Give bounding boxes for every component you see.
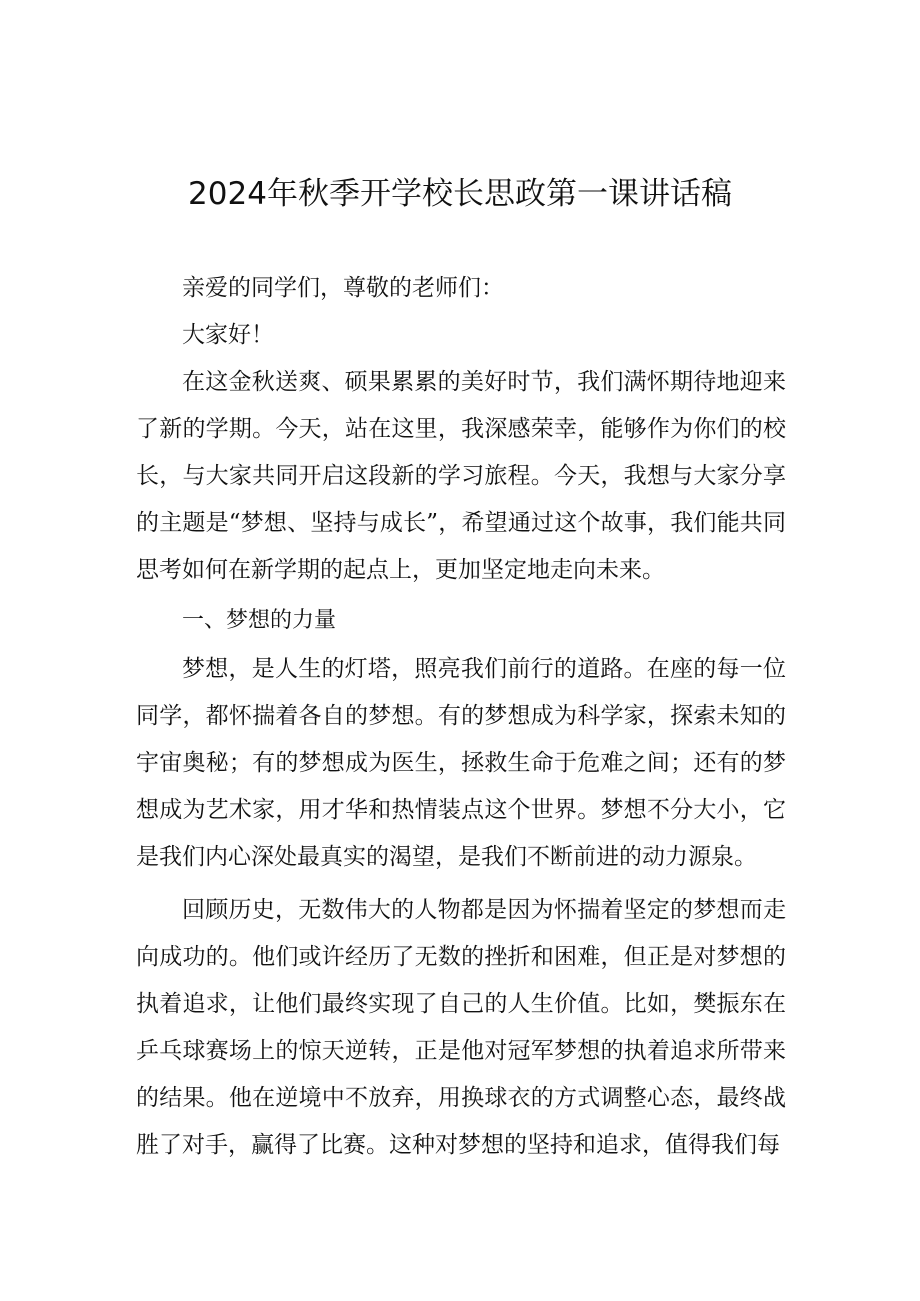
document-title: 2024年秋季开学校长思政第一课讲话稿 [188, 176, 732, 212]
paragraph-history-example: 回顾历史，无数伟大的人物都是因为怀揣着坚定的梦想而走向成功的。他们或许经历了无数的挫折和困难，但正是对梦想的执着追求，让他们最终实现了自己的人生价值。比如，樊振东在乒乓球赛场上的惊天逆转，正是他对冠军梦想的执着追求所带来的结果。他在逆境中不放弃，用换球衣的方式调整心态，最终战胜了对手，赢得了比赛。这种对梦想的坚持和追求，值得我们每 [136, 897, 786, 1158]
intro-paragraph: 在这金秋送爽、硕果累累的美好时节，我们满怀期待地迎来了新的学期。今天，站在这里，我深感荣幸，能够作为你们的校长，与大家共同开启这段新的学习旅程。今天，我想与大家分享的主题是“梦想、坚持与成长”，希望通过这个故事，我们能共同思考如何在新学期的起点上，更加坚定地走向未来。 [136, 369, 786, 583]
greeting-line: 亲爱的同学们，尊敬的老师们： [182, 275, 504, 301]
document-body [136, 265, 786, 1169]
hello-line: 大家好！ [182, 322, 274, 348]
paragraph-dream-lighthouse: 梦想，是人生的灯塔，照亮我们前行的道路。在座的每一位同学，都怀揣着各自的梦想。有的梦想成为科学家，探索未知的宇宙奥秘；有的梦想成为医生，拯救生命于危难之间；还有的梦想成为艺术家，用才华和热情装点这个世界。梦想不分大小，它是我们内心深处最真实的渴望，是我们不断前进的动力源泉。 [136, 656, 786, 870]
section-heading: 一、梦想的力量 [182, 608, 337, 633]
